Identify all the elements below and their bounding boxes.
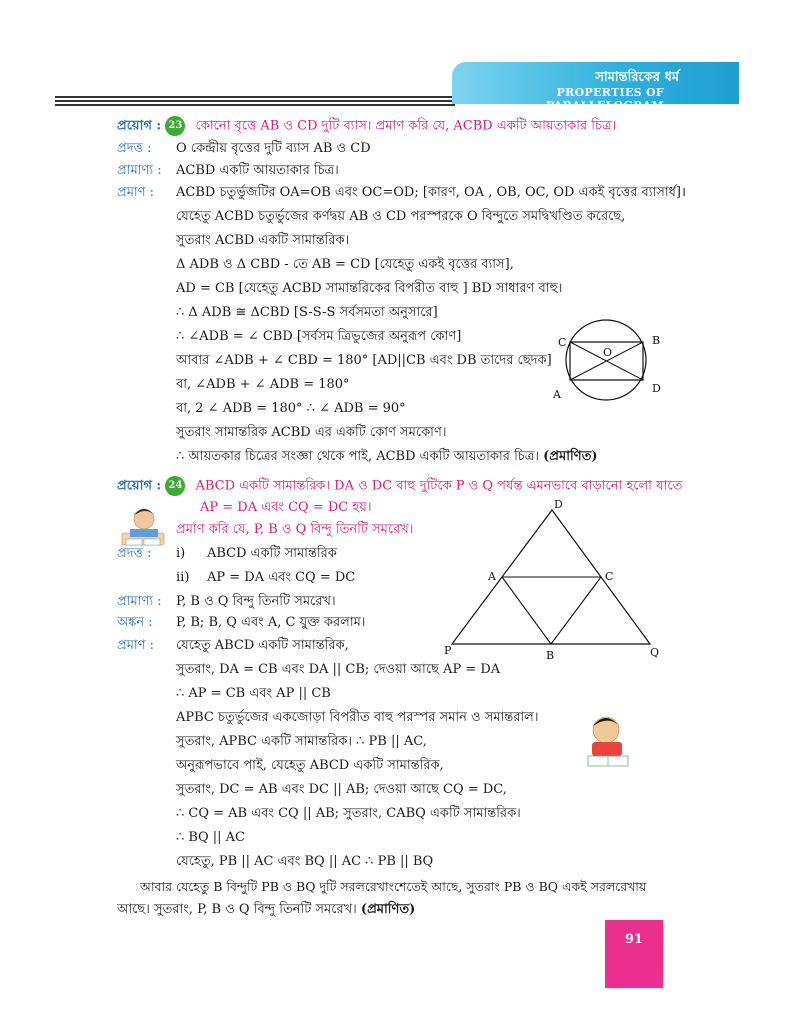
figure-triangle-parallelogram: [440, 498, 665, 664]
page-number-tab: [605, 920, 663, 988]
problem-label: প্রয়োগ :: [117, 118, 162, 134]
circle: [566, 320, 646, 400]
to-prove-label: প্রামাণ্য :: [117, 594, 162, 609]
proof-conclusion: [176, 448, 597, 466]
given-item: AP = DA এবং CQ = DC: [207, 570, 356, 585]
given-text: O কেন্দ্রীয় বৃত্তের দুটি ব্যাস AB ও CD: [176, 141, 371, 156]
proof-line: ACBD চতুর্ভুজটির OA=OB এবং OC=OD; [কারণ, OA , OB, OC, OD একই বৃত্তের ব্যাসার্ধ]।: [176, 185, 686, 200]
label-c: C: [558, 336, 567, 349]
label-b: B: [652, 334, 661, 347]
given-label: প্রদত্ত :: [117, 141, 152, 156]
label-o: O: [603, 346, 613, 359]
proof-line: সুতরাং, DA = CB এবং DA || CB; দেওয়া আছে AP = DA: [176, 662, 501, 677]
to-prove-text: ACBD একটি আয়তাকার চিত্র।: [176, 163, 339, 178]
student-thinking-illustration: [582, 712, 634, 770]
segment-cb: [551, 577, 601, 644]
proof-line: সুতরাং, APBC একটি সামান্তরিক। ∴ PB || AC,: [176, 734, 427, 749]
conclusion-final: [117, 901, 415, 919]
label-a: A: [553, 388, 561, 401]
page-number: 91: [624, 932, 644, 947]
proof-label: প্রমাণ :: [117, 185, 155, 200]
label-d: D: [554, 498, 563, 511]
proof-line: যেহেতু, PB || AC এবং BQ || AC ∴ PB || BQ: [176, 854, 434, 869]
construction-label: অঙ্কন :: [117, 615, 153, 630]
proof-line: সুতরাং, DC = AB এবং DC || AB; দেওয়া আছে CQ = DC,: [176, 782, 507, 797]
segment-ab: [502, 577, 551, 644]
proof-line: ∴ আয়তকার চিত্রের সংজ্ঞা থেকে পাই, ACBD একটি আয়তাকার চিত্র।: [176, 449, 540, 464]
chapter-title-en: PROPERTIES OF PARALLELOGRAM: [546, 86, 664, 112]
label-q: Q: [650, 646, 660, 659]
proved-tag: (প্রমাণিত): [360, 902, 416, 917]
chapter-title-bn: সামান্তরিকের ধর্ম: [595, 70, 679, 85]
proof-line: ∴ CQ = AB এবং CQ || AB; সুতরাং, CABQ একটি সামান্তরিক।: [176, 806, 521, 821]
figure-circle-rectangle: [548, 316, 668, 408]
problem-number-badge: 23: [165, 116, 185, 136]
problem-number-badge: 24: [165, 476, 185, 496]
proved-tag: (প্রমাণিত): [543, 449, 598, 464]
proof-line: ∴ ∠ADB = ∠ CBD [সর্বসম ত্রিভুজের অনুরূপ কোণ]: [176, 329, 462, 344]
student-reading-illustration: [118, 503, 168, 549]
construction-text: P, B; B, Q এবং A, C যুক্ত করলাম।: [176, 615, 366, 630]
proof-line: AD = CB [যেহেতু ACBD সামান্তরিকের বিপরীত বাহু ] BD সাধারণ বাহু।: [176, 281, 563, 296]
proof-line: যেহেতু ABCD একটি সামান্তরিক,: [176, 638, 349, 653]
proof-line: অনুরূপভাবে পাই, যেহেতু ABCD একটি সামান্তরিক,: [176, 758, 444, 773]
proof-line: ∴ AP = CB এবং AP || CB: [176, 686, 331, 701]
proof-line: বা, 2 ∠ ADB = 180° ∴ ∠ ADB = 90°: [176, 401, 406, 416]
proof-line: Δ ADB ও Δ CBD - তে AB = CD [যেহেতু একই বৃত্তের ব্যাস],: [176, 257, 514, 272]
proof-line: ∴ BQ || AC: [176, 830, 245, 845]
problem-statement: ABCD একটি সামান্তরিক। DA ও DC বাহু দুটিকে P ও Q পর্যন্ত এমনভাবে বাড়ানো হলো যাতে: [195, 478, 683, 494]
given-item-number: i): [176, 546, 186, 561]
given-item: ABCD একটি সামান্তরিক: [207, 546, 337, 561]
conclusion-line: আছে। সুতরাং, P, B ও Q বিন্দু তিনটি সমরেখ।: [117, 902, 357, 917]
label-p: P: [444, 644, 452, 657]
to-prove-label: প্রামাণ্য :: [117, 163, 162, 178]
label-c: C: [605, 570, 614, 583]
problem-24-heading: [117, 476, 682, 496]
proof-line: আবার ∠ADB + ∠ CBD = 180° [AD||CB এবং DB তাদের ছেদক]: [176, 353, 552, 368]
label-d: D: [652, 382, 661, 395]
given-item-number: ii): [176, 570, 190, 585]
label-a: A: [488, 570, 496, 583]
chapter-header: [452, 62, 739, 112]
problem-label: প্রয়োগ :: [117, 478, 162, 494]
conclusion-line: আবার যেহেতু B বিন্দুটি PB ও BQ দুটি সরলরেখাংশেতেই আছে, সুতরাং PB ও BQ একই সরলরেখায়: [140, 879, 647, 894]
to-prove-text: P, B ও Q বিন্দু তিনটি সমরেখ।: [176, 594, 336, 609]
problem-23-heading: [117, 116, 616, 136]
proof-label: প্রমাণ :: [117, 638, 155, 653]
proof-line: ∴ Δ ADB ≅ ΔCBD [S-S-S সর্বসমতা অনুসারে]: [176, 305, 438, 320]
proof-line: সুতরাং সামান্তরিক ACBD এর একটি কোণ সমকোণ।: [176, 425, 447, 440]
proof-line: APBC চতুর্ভুজের একজোড়া বিপরীত বাহু পরস্পর সমান ও সমান্তরাল।: [176, 710, 539, 725]
label-b: B: [546, 649, 555, 662]
problem-statement: AP = DA এবং CQ = DC হয়।: [200, 500, 372, 515]
proof-line: যেহেতু ACBD চতুর্ভুজের কর্ণদ্বয় AB ও CD পরস্পরকে O বিন্দুতে সমদ্বিখণ্ডিত করেছে,: [176, 209, 626, 224]
proof-line: সুতরাং ACBD একটি সামান্তরিক।: [176, 233, 350, 248]
given-label: প্রদত্ত :: [117, 546, 152, 561]
problem-statement: প্রমাণ করি যে, P, B ও Q বিন্দু তিনটি সমরেখ।: [176, 522, 414, 537]
proof-line: বা, ∠ADB + ∠ ADB = 180°: [176, 377, 350, 392]
problem-statement: কোনো বৃত্তে AB ও CD দুটি ব্যাস। প্রমাণ করি যে, ACBD একটি আয়তাকার চিত্র।: [195, 118, 617, 134]
header-rule: [55, 96, 455, 106]
